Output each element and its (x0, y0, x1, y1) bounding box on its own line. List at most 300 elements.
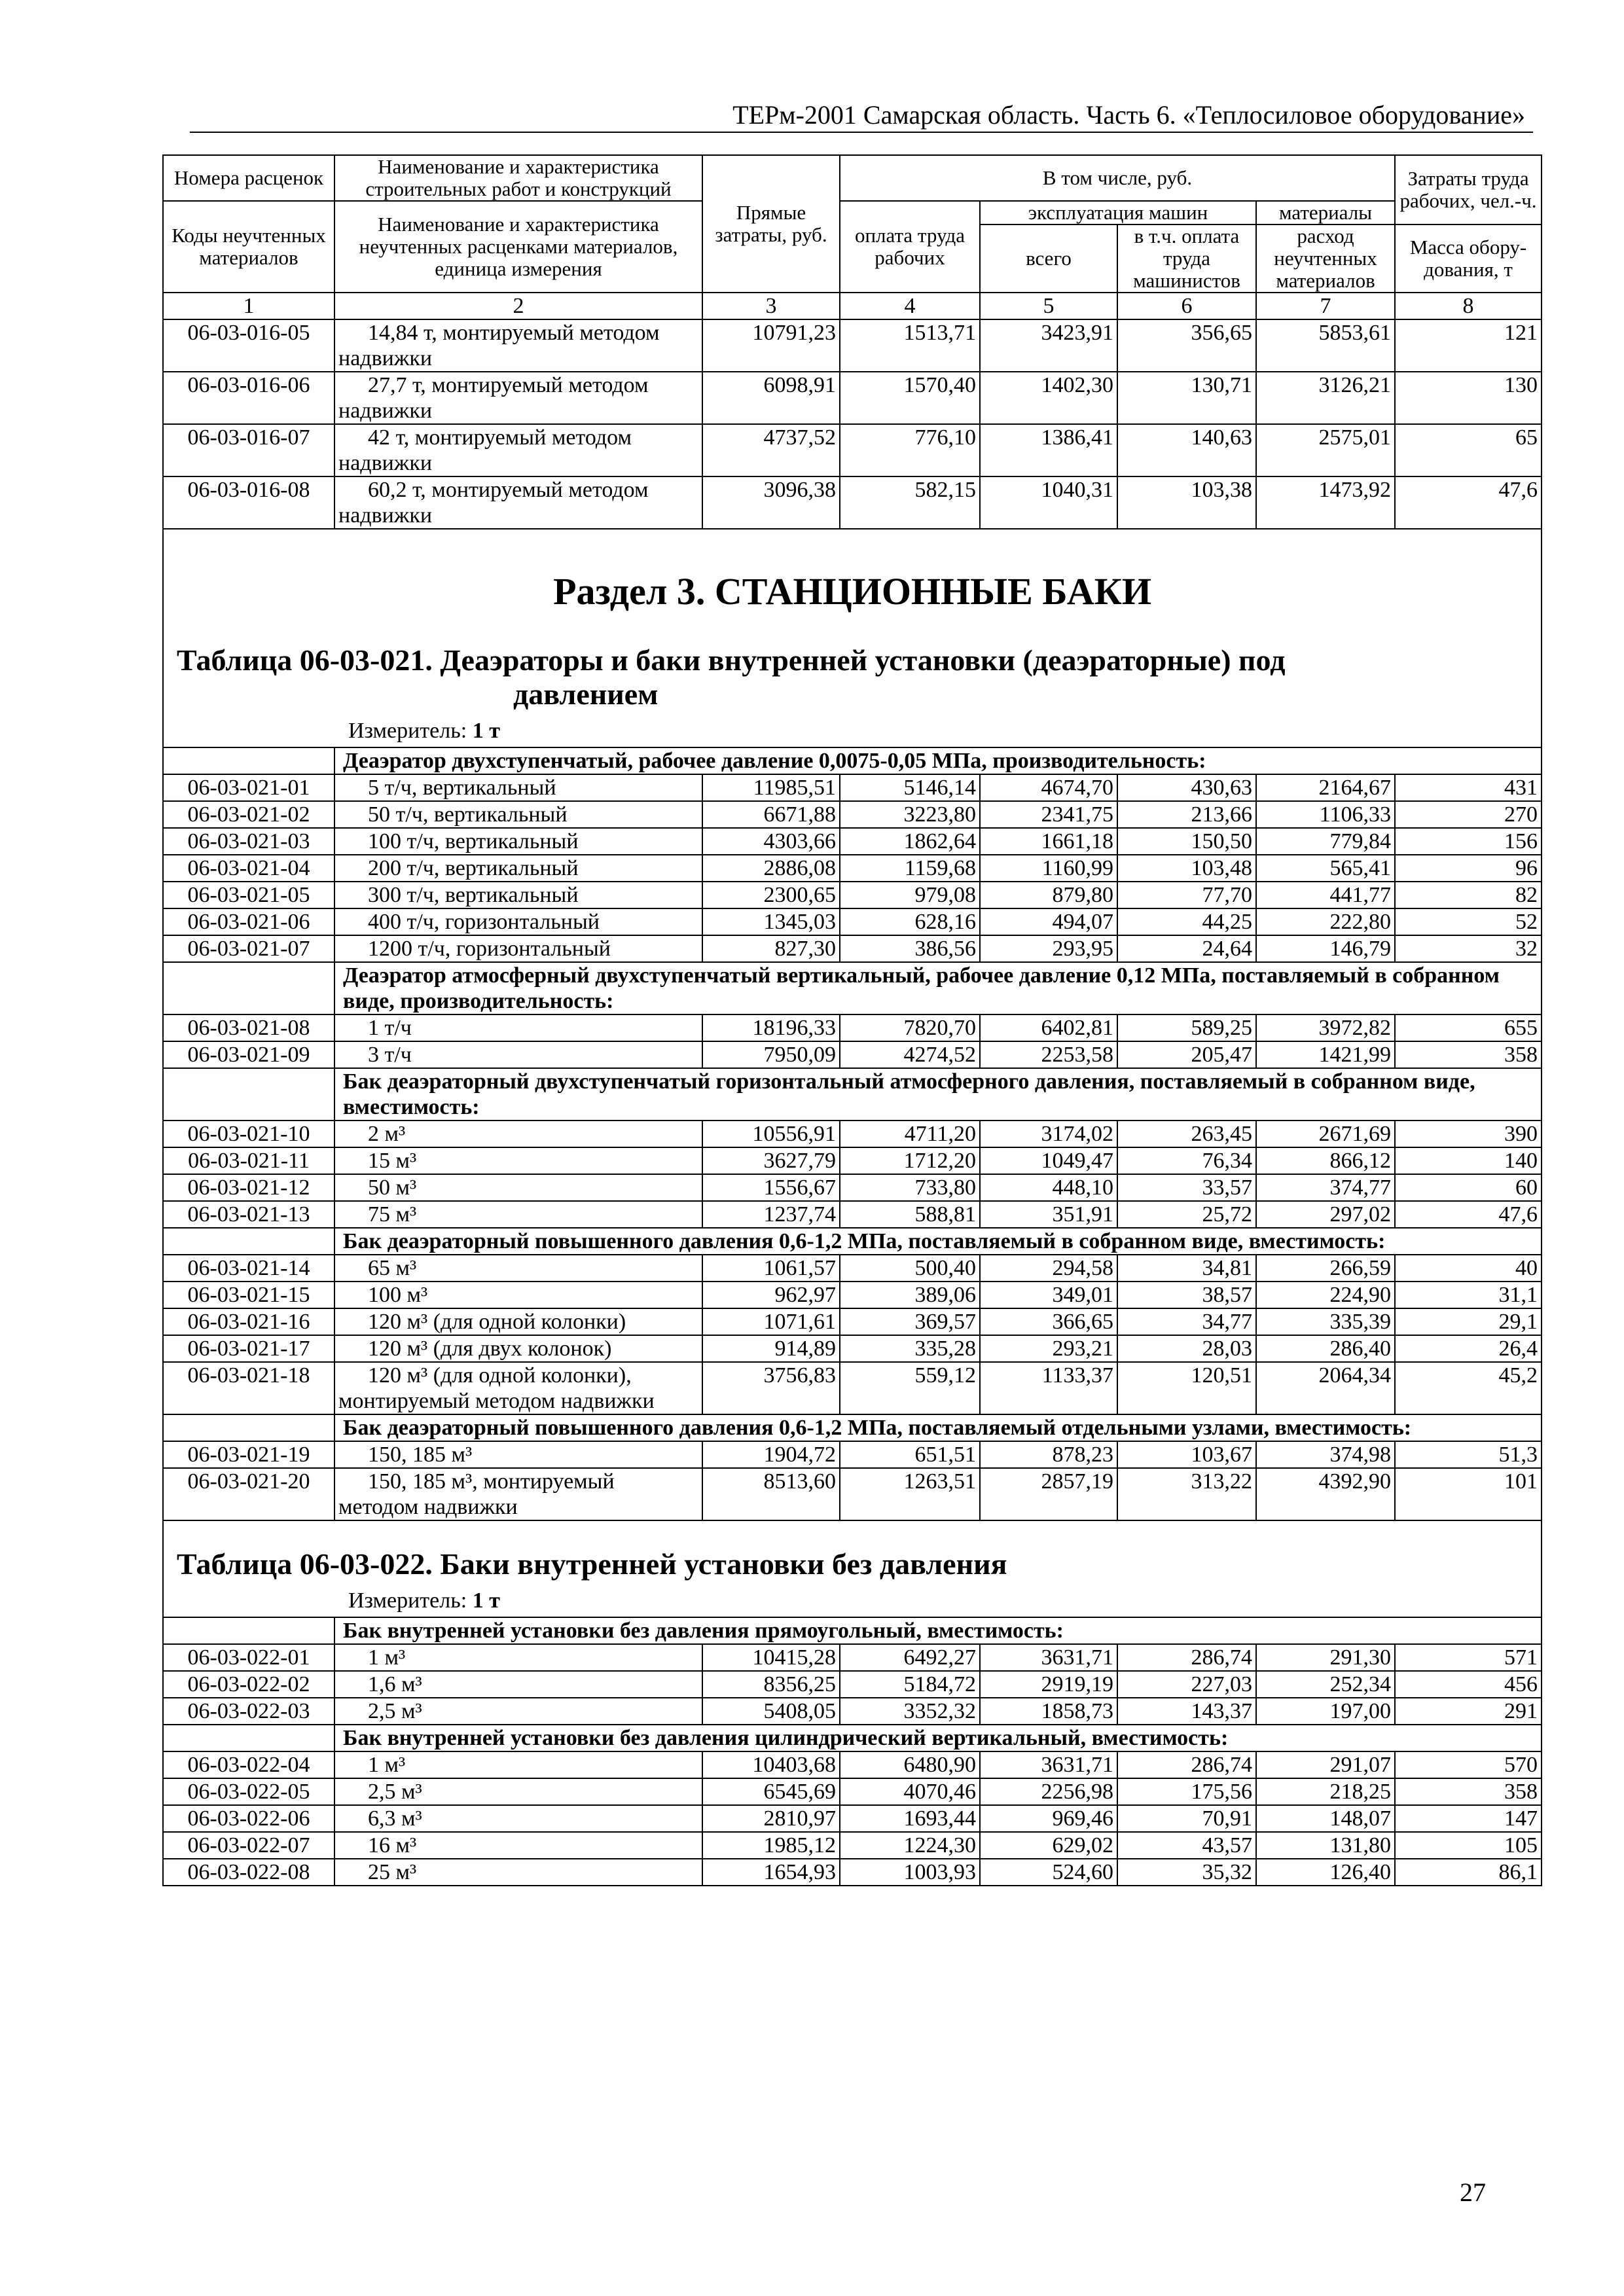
group-title: Бак деаэраторный двухступенчатый горизонтальный атмосферного давления, поставляемый в собранном виде, вместимость: (334, 1068, 1542, 1121)
rate-value: 31,1 (1395, 1282, 1542, 1308)
rate-value: 120,51 (1117, 1362, 1256, 1414)
group-title: Деаэратор атмосферный двухступенчатый вертикальный, рабочее давление 0,12 МПа, поставляемый в собранном виде, производительность: (334, 962, 1542, 1014)
rate-code: 06-03-021-06 (163, 908, 334, 935)
rate-value: 1570,40 (840, 372, 980, 424)
rate-value: 45,2 (1395, 1362, 1542, 1414)
rate-value: 1654,93 (702, 1859, 840, 1886)
rate-name: 2,5 м³ (334, 1698, 702, 1725)
group-row (163, 747, 1542, 774)
rate-value: 227,03 (1117, 1671, 1256, 1698)
rate-value: 146,79 (1256, 935, 1395, 962)
rate-value: 589,25 (1117, 1014, 1256, 1041)
group-row (163, 1725, 1542, 1751)
section-cell (163, 1520, 1542, 1617)
table-row (163, 1671, 1542, 1698)
rate-code: 06-03-021-16 (163, 1308, 334, 1335)
rate-value: 1263,51 (840, 1468, 980, 1520)
rate-name: 6,3 м³ (334, 1805, 702, 1832)
table-row (163, 319, 1542, 372)
rate-value: 130,71 (1117, 372, 1256, 424)
rate-code: 06-03-021-09 (163, 1041, 334, 1068)
rate-value: 358 (1395, 1778, 1542, 1805)
table-row (163, 828, 1542, 855)
group-row (163, 1414, 1542, 1441)
rate-value: 43,57 (1117, 1832, 1256, 1859)
rate-value: 878,23 (980, 1441, 1117, 1468)
rate-value: 77,70 (1117, 882, 1256, 908)
table-row (163, 1698, 1542, 1725)
rate-value: 44,25 (1117, 908, 1256, 935)
rate-value: 335,39 (1256, 1308, 1395, 1335)
rate-value: 559,12 (840, 1362, 980, 1414)
rate-value: 101 (1395, 1468, 1542, 1520)
rate-value: 10791,23 (702, 319, 840, 372)
table-row (163, 1201, 1542, 1228)
rate-value: 224,90 (1256, 1282, 1395, 1308)
rate-value: 655 (1395, 1014, 1542, 1041)
rate-value: 588,81 (840, 1201, 980, 1228)
rate-code: 06-03-021-01 (163, 774, 334, 801)
rate-value: 2919,19 (980, 1671, 1117, 1698)
rate-value: 10415,28 (702, 1644, 840, 1671)
rate-value: 103,67 (1117, 1441, 1256, 1468)
rate-code: 06-03-021-02 (163, 801, 334, 828)
rate-value: 47,6 (1395, 476, 1542, 529)
rate-value: 293,95 (980, 935, 1117, 962)
rate-code: 06-03-021-11 (163, 1147, 334, 1174)
rate-value: 34,81 (1117, 1255, 1256, 1282)
rate-value: 779,84 (1256, 828, 1395, 855)
rate-value: 1904,72 (702, 1441, 840, 1468)
meter-label: Измеритель: (348, 719, 467, 743)
rate-code: 06-03-021-07 (163, 935, 334, 962)
table-row (163, 1805, 1542, 1832)
rate-value: 1160,99 (980, 855, 1117, 882)
rate-value: 213,66 (1117, 801, 1256, 828)
rate-value: 70,91 (1117, 1805, 1256, 1832)
section-row (163, 529, 1542, 747)
rate-name: 65 м³ (334, 1255, 702, 1282)
col-number: 8 (1395, 293, 1542, 319)
rate-value: 3423,91 (980, 319, 1117, 372)
table-row (163, 908, 1542, 935)
col-number: 4 (840, 293, 980, 319)
group-spacer (163, 1725, 334, 1751)
table-row (163, 1147, 1542, 1174)
rate-code: 06-03-021-03 (163, 828, 334, 855)
rate-value: 175,56 (1117, 1778, 1256, 1805)
rate-value: 4274,52 (840, 1041, 980, 1068)
rate-value: 40 (1395, 1255, 1542, 1282)
rate-value: 2300,65 (702, 882, 840, 908)
rate-value: 76,34 (1117, 1147, 1256, 1174)
col-incl: В том числе, руб. (840, 155, 1395, 201)
rate-value: 218,25 (1256, 1778, 1395, 1805)
rate-value: 3627,79 (702, 1147, 840, 1174)
section-cell (163, 529, 1542, 747)
rate-value: 293,21 (980, 1335, 1117, 1362)
rate-value: 456 (1395, 1671, 1542, 1698)
rate-name: 120 м³ (для одной колонки), монтируемый методом надвижки (334, 1362, 702, 1414)
rate-value: 5184,72 (840, 1671, 980, 1698)
rate-value: 366,65 (980, 1308, 1117, 1335)
rate-value: 4303,66 (702, 828, 840, 855)
rate-value: 3972,82 (1256, 1014, 1395, 1041)
group-title: Бак внутренней установки без давления прямоугольный, вместимость: (334, 1617, 1542, 1644)
rate-value: 47,6 (1395, 1201, 1542, 1228)
rate-value: 103,48 (1117, 855, 1256, 882)
col-code-top: Номера расценок (163, 155, 334, 201)
rate-value: 494,07 (980, 908, 1117, 935)
rate-value: 8356,25 (702, 1671, 840, 1698)
rate-value: 4737,52 (702, 424, 840, 476)
rate-value: 374,77 (1256, 1174, 1395, 1201)
rate-code: 06-03-021-17 (163, 1335, 334, 1362)
rate-code: 06-03-022-03 (163, 1698, 334, 1725)
rate-name: 1 т/ч (334, 1014, 702, 1041)
rate-value: 1712,20 (840, 1147, 980, 1174)
col-name-bottom: Наименование и характеристика неучтенных расценками материалов, единица измерения (334, 201, 702, 293)
rate-value: 263,45 (1117, 1121, 1256, 1147)
rate-code: 06-03-016-05 (163, 319, 334, 372)
rate-value: 733,80 (840, 1174, 980, 1201)
col-number: 6 (1117, 293, 1256, 319)
rate-name: 120 м³ (для одной колонки) (334, 1308, 702, 1335)
rate-code: 06-03-021-13 (163, 1201, 334, 1228)
rate-value: 2253,58 (980, 1041, 1117, 1068)
rate-value: 4711,20 (840, 1121, 980, 1147)
rate-value: 291,30 (1256, 1644, 1395, 1671)
col-number: 3 (702, 293, 840, 319)
rate-value: 500,40 (840, 1255, 980, 1282)
rate-value: 3126,21 (1256, 372, 1395, 424)
rate-value: 33,57 (1117, 1174, 1256, 1201)
rate-value: 651,51 (840, 1441, 980, 1468)
rate-code: 06-03-022-07 (163, 1832, 334, 1859)
rate-value: 962,97 (702, 1282, 840, 1308)
rate-value: 358 (1395, 1041, 1542, 1068)
table-row (163, 1282, 1542, 1308)
rate-value: 1985,12 (702, 1832, 840, 1859)
rate-value: 3174,02 (980, 1121, 1117, 1147)
rate-name: 1200 т/ч, горизонтальный (334, 935, 702, 962)
group-spacer (163, 962, 334, 1014)
table-row (163, 855, 1542, 882)
rate-value: 3756,83 (702, 1362, 840, 1414)
rate-name: 100 т/ч, вертикальный (334, 828, 702, 855)
rate-value: 3223,80 (840, 801, 980, 828)
rate-value: 629,02 (980, 1832, 1117, 1859)
rate-value: 879,80 (980, 882, 1117, 908)
col-labor-hours: Затраты труда рабочих, чел.-ч. (1395, 155, 1542, 224)
rate-code: 06-03-021-08 (163, 1014, 334, 1041)
rate-value: 1049,47 (980, 1147, 1117, 1174)
rate-code: 06-03-021-20 (163, 1468, 334, 1520)
rate-value: 776,10 (840, 424, 980, 476)
col-labor-pay: оплата труда рабочих (840, 201, 980, 293)
rate-name: 1 м³ (334, 1751, 702, 1778)
rate-code: 06-03-022-06 (163, 1805, 334, 1832)
section-title: Раздел 3. СТАНЦИОННЫЕ БАКИ (553, 570, 1151, 613)
rate-value: 252,34 (1256, 1671, 1395, 1698)
group-spacer (163, 1068, 334, 1121)
group-spacer (163, 1228, 334, 1255)
col-number: 5 (980, 293, 1117, 319)
rate-value: 524,60 (980, 1859, 1117, 1886)
rate-name: 42 т, монтируемый методом надвижки (334, 424, 702, 476)
rate-value: 356,65 (1117, 319, 1256, 372)
rate-code: 06-03-021-19 (163, 1441, 334, 1468)
rate-value: 121 (1395, 319, 1542, 372)
group-title: Деаэратор двухступенчатый, рабочее давление 0,0075-0,05 МПа, производительность: (334, 747, 1542, 774)
table-row (163, 1832, 1542, 1859)
rate-value: 29,1 (1395, 1308, 1542, 1335)
group-row (163, 962, 1542, 1014)
rate-value: 6492,27 (840, 1644, 980, 1671)
rate-value: 38,57 (1117, 1282, 1256, 1308)
group-title: Бак внутренней установки без давления цилиндрический вертикальный, вместимость: (334, 1725, 1542, 1751)
rate-value: 24,64 (1117, 935, 1256, 962)
rate-value: 286,40 (1256, 1335, 1395, 1362)
table-title-line: давлением (513, 677, 659, 711)
rate-value: 349,01 (980, 1282, 1117, 1308)
rate-value: 26,4 (1395, 1335, 1542, 1362)
rate-value: 34,77 (1117, 1308, 1256, 1335)
meter (348, 718, 1541, 744)
group-spacer (163, 1414, 334, 1441)
rate-value: 389,06 (840, 1282, 980, 1308)
rate-value: 313,22 (1117, 1468, 1256, 1520)
rate-value: 2810,97 (702, 1805, 840, 1832)
table-title-line: Таблица 06-03-021. Деаэраторы и баки внутренней установки (деаэраторные) под (177, 643, 1286, 677)
rate-value: 1402,30 (980, 372, 1117, 424)
rate-name: 150, 185 м³ (334, 1441, 702, 1468)
rate-value: 1071,61 (702, 1308, 840, 1335)
rate-value: 6098,91 (702, 372, 840, 424)
rate-value: 5853,61 (1256, 319, 1395, 372)
rate-name: 2,5 м³ (334, 1778, 702, 1805)
rate-value: 96 (1395, 855, 1542, 882)
rate-code: 06-03-021-15 (163, 1282, 334, 1308)
rate-value: 1237,74 (702, 1201, 840, 1228)
rates-table (162, 154, 1542, 1886)
rate-value: 914,89 (702, 1335, 840, 1362)
rate-value: 25,72 (1117, 1201, 1256, 1228)
rate-value: 1693,44 (840, 1805, 980, 1832)
rate-value: 60 (1395, 1174, 1542, 1201)
rate-value: 291 (1395, 1698, 1542, 1725)
rate-value: 2064,34 (1256, 1362, 1395, 1414)
rate-value: 448,10 (980, 1174, 1117, 1201)
rate-value: 979,08 (840, 882, 980, 908)
rate-value: 51,3 (1395, 1441, 1542, 1468)
meter-label: Измеритель: (348, 1588, 467, 1613)
rate-value: 5146,14 (840, 774, 980, 801)
col-number: 7 (1256, 293, 1395, 319)
rate-value: 3352,32 (840, 1698, 980, 1725)
rate-value: 8513,60 (702, 1468, 840, 1520)
table-row (163, 1255, 1542, 1282)
rate-value: 1106,33 (1256, 801, 1395, 828)
rate-value: 131,80 (1256, 1832, 1395, 1859)
rate-value: 2671,69 (1256, 1121, 1395, 1147)
rate-value: 11985,51 (702, 774, 840, 801)
table-title (177, 643, 1541, 711)
group-spacer (163, 747, 334, 774)
rate-value: 35,32 (1117, 1859, 1256, 1886)
rate-value: 1513,71 (840, 319, 980, 372)
rate-value: 1862,64 (840, 828, 980, 855)
rate-value: 7820,70 (840, 1014, 980, 1041)
rate-name: 3 т/ч (334, 1041, 702, 1068)
rate-value: 18196,33 (702, 1014, 840, 1041)
rate-value: 2256,98 (980, 1778, 1117, 1805)
rate-name: 100 м³ (334, 1282, 702, 1308)
table-row (163, 1362, 1542, 1414)
table-row (163, 1014, 1542, 1041)
table-row (163, 424, 1542, 476)
rate-name: 14,84 т, монтируемый методом надвижки (334, 319, 702, 372)
rate-value: 205,47 (1117, 1041, 1256, 1068)
rate-code: 06-03-016-06 (163, 372, 334, 424)
rate-value: 6545,69 (702, 1778, 840, 1805)
rate-value: 1040,31 (980, 476, 1117, 529)
rate-code: 06-03-021-10 (163, 1121, 334, 1147)
rate-value: 82 (1395, 882, 1542, 908)
table-row (163, 935, 1542, 962)
rate-name: 50 м³ (334, 1174, 702, 1201)
table-row (163, 1041, 1542, 1068)
page-number: 27 (1460, 2178, 1486, 2207)
rate-value: 1386,41 (980, 424, 1117, 476)
rate-value: 148,07 (1256, 1805, 1395, 1832)
rate-value: 1003,93 (840, 1859, 980, 1886)
rate-code: 06-03-022-05 (163, 1778, 334, 1805)
table-row (163, 1174, 1542, 1201)
rate-value: 150,50 (1117, 828, 1256, 855)
rate-value: 3631,71 (980, 1644, 1117, 1671)
rate-name: 1,6 м³ (334, 1671, 702, 1698)
table-row (163, 774, 1542, 801)
rate-value: 10556,91 (702, 1121, 840, 1147)
rate-value: 1421,99 (1256, 1041, 1395, 1068)
meter-value: 1 т (472, 719, 500, 743)
col-direct: Прямые затраты, руб. (702, 155, 840, 293)
rate-code: 06-03-022-02 (163, 1671, 334, 1698)
rate-value: 827,30 (702, 935, 840, 962)
table-row (163, 1751, 1542, 1778)
rate-name: 200 т/ч, вертикальный (334, 855, 702, 882)
rate-value: 441,77 (1256, 882, 1395, 908)
table-row (163, 882, 1542, 908)
rate-value: 291,07 (1256, 1751, 1395, 1778)
rate-name: 16 м³ (334, 1832, 702, 1859)
rate-name: 2 м³ (334, 1121, 702, 1147)
col-materials: материалы (1256, 201, 1395, 224)
rate-value: 2857,19 (980, 1468, 1117, 1520)
rate-name: 25 м³ (334, 1859, 702, 1886)
rate-value: 28,03 (1117, 1335, 1256, 1362)
rate-value: 582,15 (840, 476, 980, 529)
col-materials-use: расход неучтенных материалов (1256, 224, 1395, 293)
rate-value: 390 (1395, 1121, 1542, 1147)
table-title: Таблица 06-03-022. Баки внутренней установки без давления (177, 1547, 1007, 1581)
rate-value: 222,80 (1256, 908, 1395, 935)
rate-value: 1345,03 (702, 908, 840, 935)
group-row (163, 1228, 1542, 1255)
rate-value: 969,46 (980, 1805, 1117, 1832)
rate-value: 3096,38 (702, 476, 840, 529)
rate-code: 06-03-022-01 (163, 1644, 334, 1671)
table-row (163, 1859, 1542, 1886)
rate-value: 140,63 (1117, 424, 1256, 476)
rate-value: 351,91 (980, 1201, 1117, 1228)
rate-value: 3631,71 (980, 1751, 1117, 1778)
rate-value: 570 (1395, 1751, 1542, 1778)
table-row (163, 372, 1542, 424)
rate-code: 06-03-021-14 (163, 1255, 334, 1282)
rate-value: 140 (1395, 1147, 1542, 1174)
table-row (163, 476, 1542, 529)
rate-value: 1159,68 (840, 855, 980, 882)
rate-value: 86,1 (1395, 1859, 1542, 1886)
rate-value: 147 (1395, 1805, 1542, 1832)
rate-code: 06-03-016-08 (163, 476, 334, 529)
rate-name: 1 м³ (334, 1644, 702, 1671)
rate-value: 286,74 (1117, 1644, 1256, 1671)
rate-code: 06-03-016-07 (163, 424, 334, 476)
rate-value: 4392,90 (1256, 1468, 1395, 1520)
rate-value: 103,38 (1117, 476, 1256, 529)
rate-name: 300 т/ч, вертикальный (334, 882, 702, 908)
rate-value: 197,00 (1256, 1698, 1395, 1725)
rate-name: 150, 185 м³, монтируемый методом надвижки (334, 1468, 702, 1520)
rate-value: 266,59 (1256, 1255, 1395, 1282)
rate-value: 270 (1395, 801, 1542, 828)
rate-code: 06-03-021-05 (163, 882, 334, 908)
group-row (163, 1617, 1542, 1644)
rate-value: 32 (1395, 935, 1542, 962)
rate-value: 386,56 (840, 935, 980, 962)
table-row (163, 1468, 1542, 1520)
meter (348, 1588, 1541, 1614)
rate-value: 369,57 (840, 1308, 980, 1335)
rate-value: 430,63 (1117, 774, 1256, 801)
rate-value: 4674,70 (980, 774, 1117, 801)
group-title: Бак деаэраторный повышенного давления 0,6-1,2 МПа, поставляемый отдельными узлами, вместимость: (334, 1414, 1542, 1441)
col-code-bottom: Коды неучтенных материалов (163, 201, 334, 293)
rate-code: 06-03-021-12 (163, 1174, 334, 1201)
group-title: Бак деаэраторный повышенного давления 0,6-1,2 МПа, поставляемый в собранном виде, вместимость: (334, 1228, 1542, 1255)
rate-value: 2575,01 (1256, 424, 1395, 476)
rate-name: 75 м³ (334, 1201, 702, 1228)
rate-value: 126,40 (1256, 1859, 1395, 1886)
section-row (163, 1520, 1542, 1617)
rate-value: 6402,81 (980, 1014, 1117, 1041)
rate-value: 1858,73 (980, 1698, 1117, 1725)
group-spacer (163, 1617, 334, 1644)
rate-value: 6671,88 (702, 801, 840, 828)
rate-value: 1661,18 (980, 828, 1117, 855)
rate-value: 571 (1395, 1644, 1542, 1671)
col-number: 1 (163, 293, 334, 319)
rate-value: 1556,67 (702, 1174, 840, 1201)
table-row (163, 1335, 1542, 1362)
group-row (163, 1068, 1542, 1121)
rate-name: 60,2 т, монтируемый методом надвижки (334, 476, 702, 529)
rate-value: 335,28 (840, 1335, 980, 1362)
rate-value: 1473,92 (1256, 476, 1395, 529)
